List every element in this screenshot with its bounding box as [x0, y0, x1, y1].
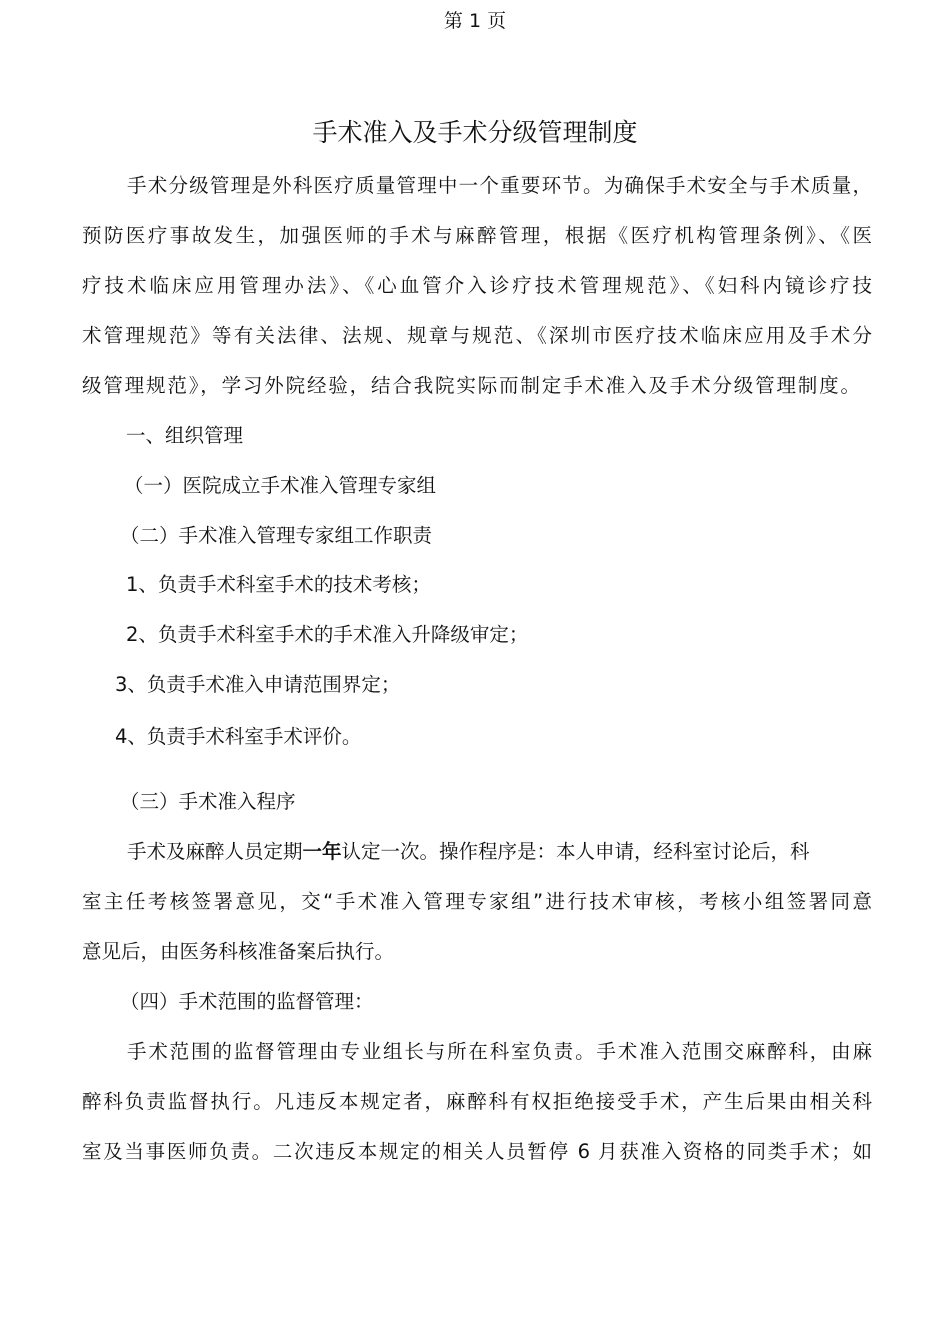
list-item: 3、负责手术准入申请范围界定； — [115, 673, 401, 696]
subsection-heading: （二）手术准入管理专家组工作职责 — [120, 524, 433, 547]
document-title: 手术准入及手术分级管理制度 — [312, 118, 638, 147]
subsection-heading: （四）手术范围的监督管理： — [120, 990, 374, 1013]
paragraph-line: 室主任考核签署意见，交“手术准入管理专家组”进行技术审核，考核小组签署同意 — [82, 890, 872, 913]
text-run: 手术及麻醉人员定期 — [127, 840, 303, 863]
list-item: 2、负责手术科室手术的手术准入升降级审定； — [126, 623, 529, 646]
paragraph-line: 术管理规范》等有关法律、法规、规章与规范、《深圳市医疗技术临床应用及手术分 — [82, 324, 872, 347]
list-item: 1、负责手术科室手术的技术考核； — [126, 573, 431, 596]
subsection-heading: （三）手术准入程序 — [120, 790, 296, 813]
page-number-header: 第 1 页 — [443, 10, 507, 32]
paragraph-line: 手术范围的监督管理由专业组长与所在科室负责。手术准入范围交麻醉科，由麻 — [127, 1040, 872, 1063]
subsection-heading: （一）医院成立手术准入管理专家组 — [124, 474, 437, 497]
paragraph-line: 意见后，由医务科核准备案后执行。 — [82, 940, 395, 963]
paragraph-line: 手术分级管理是外科医疗质量管理中一个重要环节。为确保手术安全与手术质量， — [127, 174, 872, 197]
paragraph-line: 级管理规范》，学习外院经验，结合我院实际而制定手术准入及手术分级管理制度。 — [82, 374, 860, 397]
paragraph-line — [127, 837, 872, 867]
paragraph-line: 醉科负责监督执行。凡违反本规定者，麻醉科有权拒绝接受手术，产生后果由相关科 — [82, 1090, 872, 1113]
section-heading: 一、组织管理 — [126, 424, 244, 447]
list-item: 4、负责手术科室手术评价。 — [115, 725, 362, 748]
text-run: 认定一次。操作程序是：本人申请，经科室讨论后，科 — [341, 840, 810, 863]
paragraph-line: 疗技术临床应用管理办法》、《心血管介入诊疗技术管理规范》、《妇科内镜诊疗技 — [82, 274, 872, 297]
emphasis-text: 一年 — [302, 840, 342, 863]
paragraph-line: 室及当事医师负责。二次违反本规定的相关人员暂停 6 月获准入资格的同类手术；如 — [82, 1140, 872, 1163]
paragraph-line: 预防医疗事故发生，加强医师的手术与麻醉管理，根据《医疗机构管理条例》、《医 — [82, 224, 872, 247]
